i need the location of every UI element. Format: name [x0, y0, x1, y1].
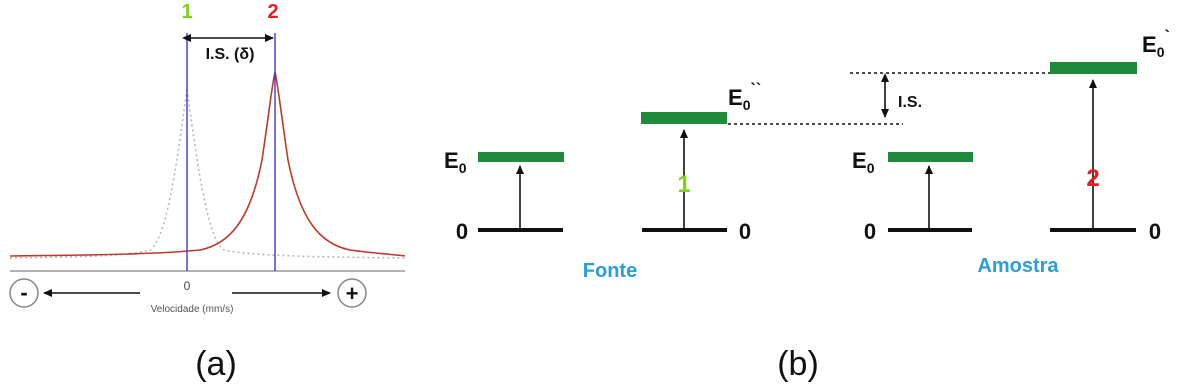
fonte-group-label: Fonte — [582, 260, 638, 282]
panel-a — [10, 1, 405, 383]
caption-b: (b) — [777, 345, 819, 383]
velocity-axis-label: Velocidade (mm/s) — [150, 304, 234, 315]
panel-b — [444, 28, 1170, 383]
amostra-shifted-label: $E_0^`$ — [1142, 28, 1170, 60]
zero-tick-label: 0 — [183, 279, 191, 293]
line-2-label: 2 — [267, 1, 279, 23]
absorber-spectrum-curve — [10, 72, 405, 256]
amostra-group-label: Amostra — [977, 255, 1059, 277]
source-spectrum-curve — [10, 88, 405, 258]
fonte-transition-label: 1 — [677, 171, 691, 198]
line-1-label: 1 — [181, 1, 193, 23]
isomer-shift-label: I.S. (δ) — [205, 46, 255, 63]
plus-symbol: + — [345, 281, 359, 306]
fonte-excited-label: $E_0$ — [444, 148, 467, 176]
amostra-ground-label-left: 0 — [863, 219, 877, 244]
fonte-excited-level — [478, 152, 564, 162]
amostra-shifted-level — [1050, 62, 1137, 74]
amostra-transition-label: 2 — [1086, 165, 1100, 192]
fonte-group — [444, 81, 761, 282]
isomer-shift-label-b: I.S. — [898, 94, 923, 111]
amostra-excited-level — [888, 152, 973, 162]
amostra-excited-label: $E_0$ — [852, 148, 875, 176]
amostra-group — [852, 28, 1170, 277]
minus-symbol: - — [20, 280, 28, 305]
caption-a: (a) — [195, 345, 237, 383]
fonte-ground-label-right: 0 — [738, 219, 752, 244]
amostra-ground-label-right: 0 — [1148, 219, 1162, 244]
fonte-ground-label-left: 0 — [455, 219, 469, 244]
fonte-shifted-level — [641, 112, 727, 124]
fonte-shifted-label: $E_0^{``}$ — [728, 81, 762, 113]
